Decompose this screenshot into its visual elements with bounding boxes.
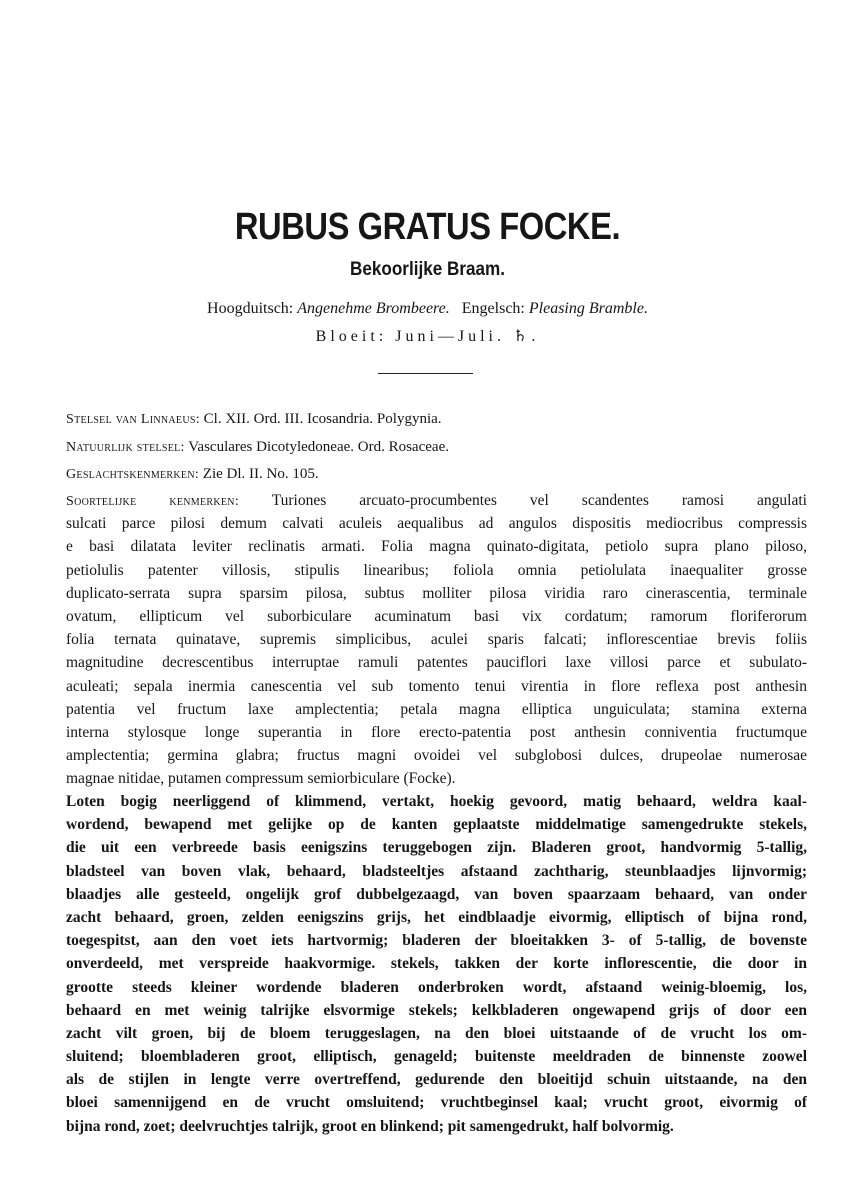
dutch-line: als de stijlen in lengte verre overtreffend, gedurende den bloeitijd schuin uitstaande, na den <box>66 1071 807 1089</box>
latin-line: ovatum, ellipticum vel suborbiculare acuminatum basi vix cordatum; ramorum floriferorum <box>66 607 807 625</box>
linnaeus-label: Stelsel van Linnaeus: <box>66 412 200 427</box>
natuurlijk-line <box>66 439 806 456</box>
geslacht-label: Geslachtskenmerken: <box>66 467 200 482</box>
latin-line: e basi dilatata leviter reclinatis armati. Folia magna quinato-digitata, petiolo supra plano piloso, <box>66 538 807 556</box>
soort-label: Soortelijke kenmerken: <box>66 494 240 509</box>
dutch-line: zacht behaard, groen, zelden eenigszins grijs, het eindblaadje eivormig, elliptisch of bijna rond, <box>66 908 807 926</box>
latin-line: folia ternata quinatave, supremis simplicibus, aculei sparis falcati; inflorescentiae brevis foliis <box>66 631 807 649</box>
dutch-line: grootte steeds kleiner wordende bladeren onderbroken wordt, afstaand weinig-bloemig, los, <box>66 978 807 996</box>
dutch-line: wordend, bewapend met gelijke op de kanten geplaatste middelmatige samengedrukte stekels, <box>66 816 807 834</box>
geslacht-line <box>66 466 806 483</box>
dutch-line: Loten bogig neerliggend of klimmend, vertakt, hoekig gevoord, matig behaard, weldra kaal- <box>66 793 807 810</box>
common-names <box>0 300 855 318</box>
dutch-line: onverdeeld, met verspreide haakvormige. stekels, takken der korte inflorescentie, die door in <box>66 955 807 973</box>
natuurlijk-value: Vasculares Dicotyledoneae. Ord. Rosaceae. <box>188 439 449 455</box>
latin-line: magnae nitidae, putamen compressum semiorbiculare (Focke). <box>66 770 456 788</box>
dutch-line: behaard en met weinig talrijke elsvormige stekels; kelkbladeren ongewapend grijs of door een <box>66 1001 807 1019</box>
linnaeus-line <box>66 411 806 428</box>
page-title: RUBUS GRATUS FOCKE. <box>234 206 621 248</box>
latin-line: sulcati parce pilosi demum calvati aculeis aequalibus ad angulos dispositis mediocribus compressis <box>66 515 807 533</box>
latin-line: amplectentia; germina glabra; fructus magni ovoidei vel subglobosi dulces, drupeolae numerosae <box>66 747 807 765</box>
geslacht-value: Zie Dl. II. No. 105. <box>202 466 319 482</box>
divider <box>378 373 473 374</box>
german-name: Angenehme Brombeere. <box>297 300 450 317</box>
dutch-line: bladsteel van boven vlak, behaard, bladsteeltjes afstaand zachtharig, steunblaadjes lijnvormig; <box>66 862 807 880</box>
english-name: Pleasing Bramble. <box>528 300 648 317</box>
latin-line: patentia vel fructum laxe amplectentia; petala magna elliptica unguiculata; stamina externa <box>66 700 807 718</box>
german-label: Hoogduitsch: <box>207 300 294 317</box>
dutch-line: die uit een verbreede basis eenigszins teruggebogen zijn. Bladeren groot, handvormig 5-tallig, <box>66 839 807 857</box>
latin-line: magnitudine decrescentibus interruptae ramuli patentes pauciflori laxe villosi parce et subulato- <box>66 654 807 672</box>
latin-line: Soortelijke kenmerken: Turiones arcuato-procumbentes vel scandentes ramosi angulati <box>66 492 807 509</box>
dutch-line: sluitend; bloembladeren groot, elliptisch, genageld; buitenste meeldraden de binnenste zoowel <box>66 1048 807 1066</box>
english-label: Engelsch: <box>461 300 525 317</box>
latin-description <box>66 489 807 790</box>
latin-line: interna stylosque longe superantia in flore erecto-patentia post anthesin conniventia fructumque <box>66 723 807 741</box>
dutch-line: blaadjes alle gesteeld, ongelijk grof dubbelgezaagd, van boven spaarzaam behaard, van onder <box>66 885 807 903</box>
dutch-line: bloei samennijgend en de vrucht omsluitend; vruchtbeginsel kaal; vrucht groot, eivormig of <box>66 1094 807 1112</box>
natuurlijk-label: Natuurlijk stelsel: <box>66 440 185 455</box>
dutch-line: toegespitst, aan den voet iets hartvormig; bladeren der bloeitakken 3- of 5-tallig, de bovenste <box>66 932 807 950</box>
latin-line: petiolulis patenter villosis, stipulis linearibus; foliola omnia petiolulata inaequaliter grosse <box>66 561 807 579</box>
latin-line: aculeati; sepala inermia canescentia vel sub tomento tenui virentia in flore reflexa post anthesin <box>66 677 807 695</box>
page-subtitle: Bekoorlijke Braam. <box>350 259 505 280</box>
dutch-line: bijna rond, zoet; deelvruchtjes talrijk, groot en blinkend; pit samengedrukt, half bolvormig. <box>66 1117 674 1135</box>
latin-line: duplicato-serrata supra sparsim pilosa, subtus molliter pilosa viridia raro cinerascentia, terminale <box>66 584 807 602</box>
dutch-description <box>66 790 807 1138</box>
dutch-line: zacht vilt groen, bij de bloem teruggeslagen, na den bloei uitstaande of de vrucht los om- <box>66 1024 807 1042</box>
linnaeus-value: Cl. XII. Ord. III. Icosandria. Polygynia. <box>203 411 442 427</box>
flowering-period: Bloeit: Juni—Juli. ♄. <box>315 328 540 345</box>
